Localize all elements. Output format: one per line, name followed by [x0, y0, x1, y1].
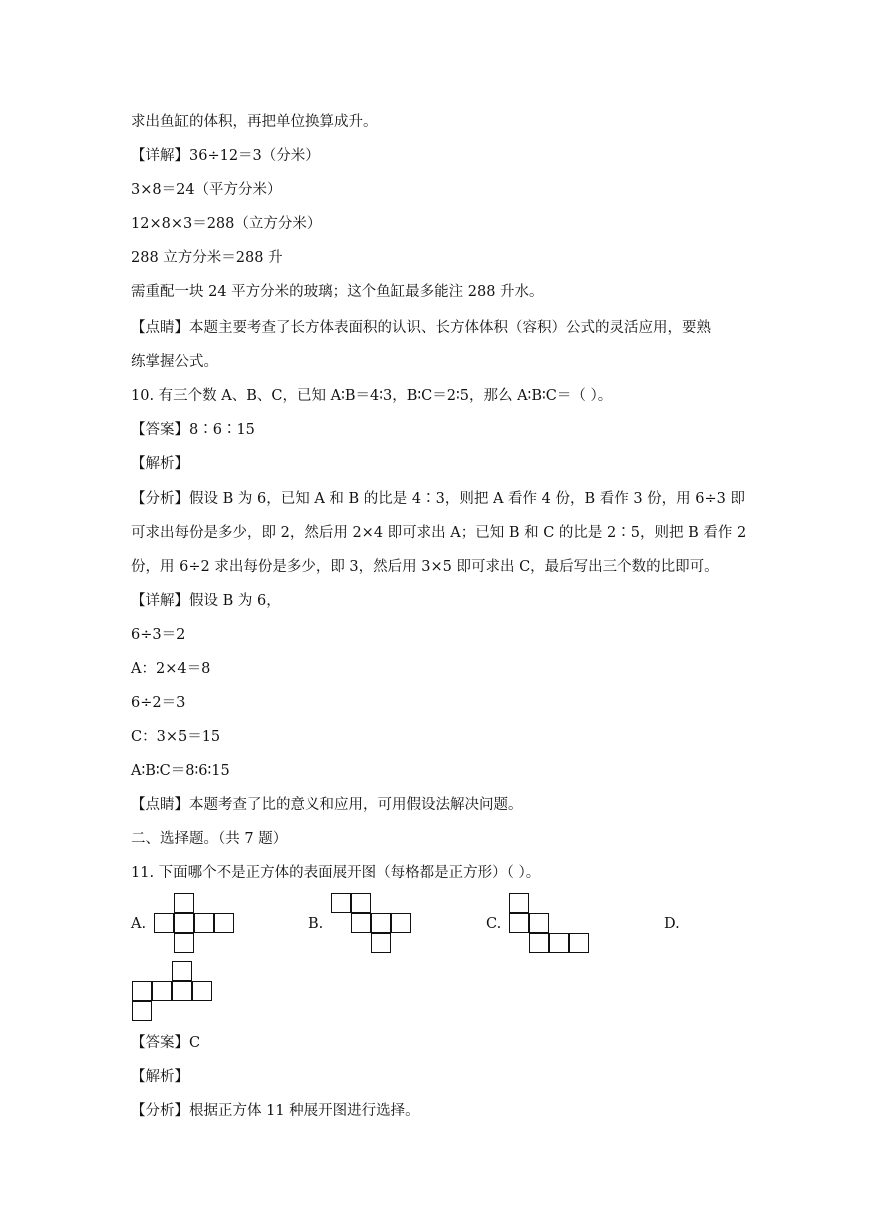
net-square	[152, 981, 172, 1001]
answer-line: 【答案】8∶6∶15	[131, 422, 255, 438]
net-square	[549, 933, 569, 953]
option-b-label: B.	[308, 916, 324, 932]
text-line: 需重配一块 24 平方分米的玻璃；这个鱼缸最多能注 288 升水。	[131, 284, 544, 300]
text-line: 【点睛】本题主要考查了长方体表面积的认识、长方体体积（容积）公式的灵活应用，要熟	[131, 320, 711, 336]
text-line: 6÷2＝3	[131, 695, 186, 711]
option-a-label: A.	[131, 916, 147, 932]
text-line: 【详解】36÷12＝3（分米）	[131, 148, 320, 164]
net-square	[529, 913, 549, 933]
text-line: 【点睛】本题考查了比的意义和应用，可用假设法解决问题。	[131, 797, 523, 813]
text-line: A：2×4＝8	[131, 661, 211, 677]
net-square	[371, 913, 391, 933]
net-square	[174, 933, 194, 953]
analysis-heading: 【解析】	[131, 456, 189, 472]
net-square	[194, 913, 214, 933]
net-square	[154, 913, 174, 933]
net-square	[174, 913, 194, 933]
answer-line: 【答案】C	[131, 1035, 201, 1051]
net-square	[132, 1001, 152, 1021]
net-square	[331, 893, 351, 913]
text-line: 【分析】根据正方体 11 种展开图进行选择。	[131, 1103, 420, 1119]
text-line: 6÷3＝2	[131, 627, 186, 643]
net-square	[509, 893, 529, 913]
text-line: 【详解】假设 B 为 6，	[131, 593, 281, 609]
text-line: 求出鱼缸的体积，再把单位换算成升。	[131, 114, 378, 130]
net-square	[371, 933, 391, 953]
text-line: 3×8＝24（平方分米）	[131, 182, 282, 198]
text-line: 份，用 6÷2 求出每份是多少，即 3，然后用 3×5 即可求出 C，最后写出三个数的比即可。	[131, 559, 719, 575]
net-square	[529, 933, 549, 953]
net-square	[132, 981, 152, 1001]
net-square	[214, 913, 234, 933]
net-square	[172, 981, 192, 1001]
text-line: C：3×5＝15	[131, 729, 221, 745]
net-square	[174, 893, 194, 913]
net-square	[569, 933, 589, 953]
text-line: 可求出每份是多少，即 2，然后用 2×4 即可求出 A；已知 B 和 C 的比是 2∶5，则把 B 看作 2	[131, 525, 747, 541]
text-line: 288 立方分米＝288 升	[131, 250, 283, 266]
net-square	[172, 961, 192, 981]
question-11: 11. 下面哪个不是正方体的表面展开图（每格都是正方形）（ ）。	[131, 865, 541, 881]
text-line: A∶B∶C＝8∶6∶15	[131, 763, 230, 779]
question-10: 10. 有三个数 A、B、C，已知 A∶B＝4∶3，B∶C＝2∶5，那么 A∶B∶C＝（ ）。	[131, 388, 613, 404]
option-d-label: D.	[664, 916, 680, 932]
net-square	[351, 913, 371, 933]
net-square	[351, 893, 371, 913]
text-line: 【分析】假设 B 为 6，已知 A 和 B 的比是 4∶3，则把 A 看作 4 份，B 看作 3 份，用 6÷3 即	[131, 491, 745, 507]
option-c-label: C.	[486, 916, 502, 932]
text-line: 12×8×3＝288（立方分米）	[131, 216, 322, 232]
net-square	[509, 913, 529, 933]
net-square	[192, 981, 212, 1001]
analysis-heading: 【解析】	[131, 1069, 189, 1085]
net-square	[391, 913, 411, 933]
text-line: 练掌握公式。	[131, 354, 218, 370]
section-heading: 二、选择题。（共 7 题）	[131, 831, 288, 847]
